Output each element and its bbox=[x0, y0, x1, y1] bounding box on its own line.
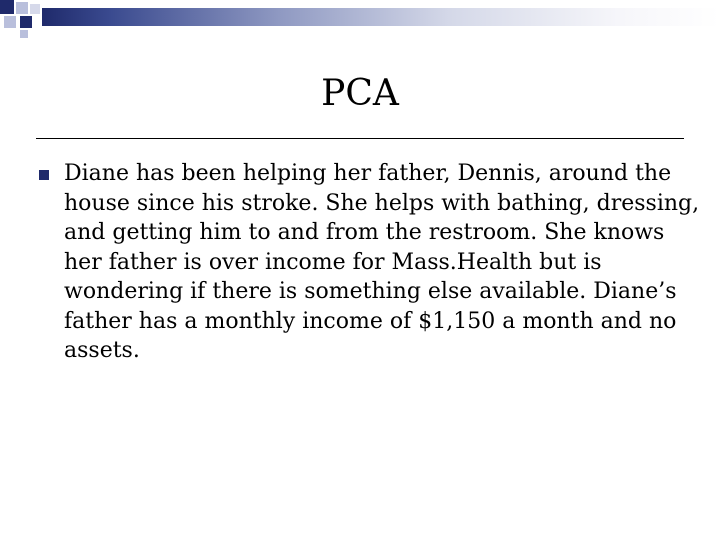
decor-square-light bbox=[30, 4, 40, 14]
decor-square-light bbox=[20, 30, 28, 38]
decorative-header-band bbox=[0, 0, 720, 40]
square-bullet-icon bbox=[39, 170, 49, 180]
bullet-text: Diane has been helping her father, Dennis, around the house since his stroke. She helps with bathing, dressing, and getting him to and from the restroom. She knows her father is over income for Mass.Health but is wondering if there is something else available. Diane’s father has a monthly income of $1,150 a month and no assets. bbox=[64, 161, 700, 363]
decor-square-dark bbox=[0, 0, 14, 14]
header-gradient-bar bbox=[42, 8, 720, 26]
decor-square-light bbox=[16, 2, 28, 14]
slide-title: PCA bbox=[321, 73, 399, 114]
decor-square-light bbox=[4, 16, 16, 28]
title-underline bbox=[36, 138, 684, 139]
decor-square-dark bbox=[20, 16, 32, 28]
